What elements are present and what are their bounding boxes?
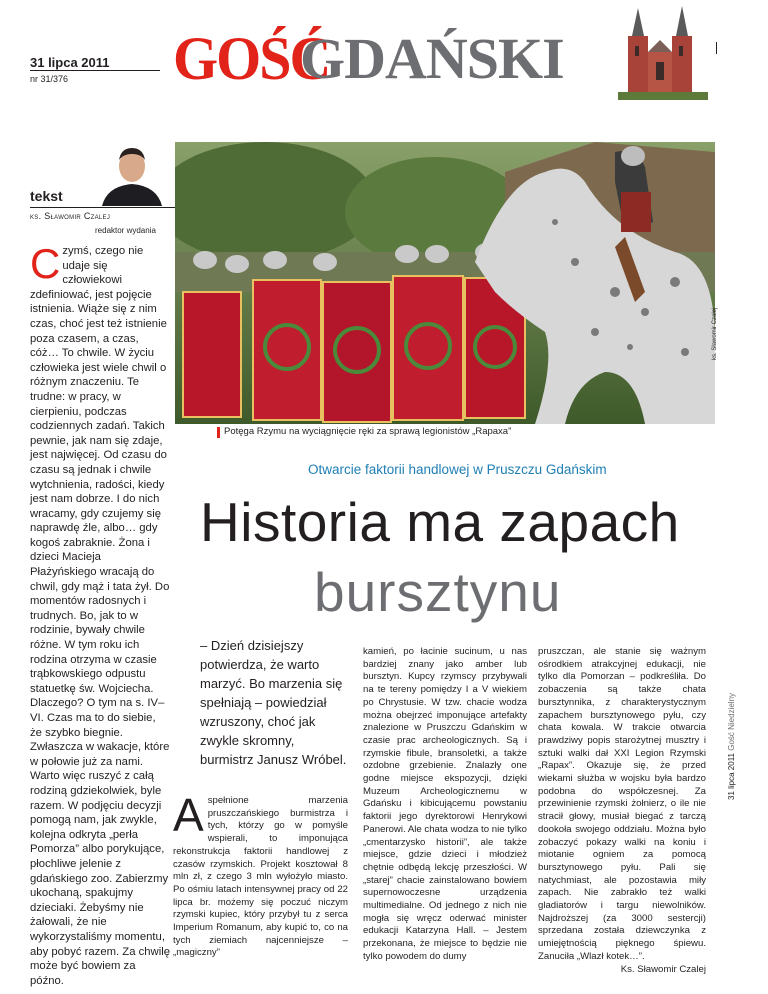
cathedral-image [618, 0, 708, 100]
logo-gdanski: GDAŃSKI [300, 26, 564, 91]
article-column-2: kamień, po łacinie sucinum, u nas bardziej znany jako amber lub bursztyn. Kupcy rzymscy przybywali na te tereny pomiędzy I a V wiekiem po Chrystusie. W tzw. chacie wodza można obejrzeć imponujące artefakty znalezione w Pruszczu Gdańskim w czasie prac archeologicznych. Są i rzymskie fibule, bransoletki, a także ozdobne grzebienie. Znalazły one godne miejsce ekspozycji, dzięki Muzeum Archeologicznemu w Gdańsku i kibicującemu powstaniu faktorii jego dyrektorowi Henrykowi Panerowi. Ale chata wodza to nie tylko „cmentarzysko historii”, ale także miejsce, gdzie dzieci i młodzież chętnie odbędą lekcję przeszłości. W „starej” chacie zainstalowano bowiem supernowoczesne urządzenia multimedialne. Od jednego z nich nie mogła się wręcz oderwać minister edukacji Katarzyna Hall. – Jestem przekonana, że miejsce to będzie nie tylko powodem do dumy [363, 646, 527, 962]
photo-caption: Potęga Rzymu na wyciągnięcie ręki za sprawą legionistów „Rapaxa” [224, 426, 512, 437]
issue-date: 31 lipca 2011 [30, 55, 110, 70]
issue-number: nr 31/376 [30, 74, 69, 84]
headline-line-1: Historia ma zapach [200, 491, 680, 553]
caption-marker [217, 427, 220, 438]
article-signature: Ks. Sławomir Czalej [620, 963, 706, 975]
column-3-text: pruszczan, ale stanie się ważnym ośrodkiem atrakcyjnej edukacji, nie tylko dla Pomorzan – podkreśliła. Do zobaczenia są także chata bursztynnika, z charakterystycznym zapachem bursztynowego pyłu, czy chata kowala. W trakcie otwarcia prawdziwy popis starożytnej musztry i sztuki walki dał XXI Legion Rzymski „Rapax”. Okazuje się, że przed wiekami służba w wojsku była bardzo podobna do współczesnej. Za przewinienie rzymski żołnierz, o ile nie stracił głowy, musiał biegać z tarczą dookoła swojego oddziału. Można było zobaczyć pokazy walki na koniu i miotanie ogniem za pomocą bursztynowego pyłu. Pali się natychmiast, ale pozostawia miły zapach. Nie zabrakło też walki gladiatorów i targu niewolników. Najdroższej (za 3000 sestercji) sprzedana została dziewczynka z umiejętnością pięknego śpiewu. Zanuciła „Wlazł kotek…”. [538, 646, 706, 962]
author-portrait [97, 136, 167, 206]
editorial-text: zymś, czego nie udaje się człowiekowi zdefiniować, jest pojęcie istnienia. Wiąże się z nim czas, choć jest też istnienie poza czasem, a czas, cóż… To chwile. W życiu człowieka jest wiele chwil o różnym znaczeniu. Te trudne: w pracy, w cierpieniu, podczas codziennych zadań. Takich pewnie, jak nam się zdaje, jest najwięcej. Od czasu do czasu są jednak i chwile wytchnienia, radości, kiedy jest nam dobrze. I do nich wracamy, gdy czujemy się naprawdę źle, albo… gdy kogoś zabraknie. Żona i dzieci Macieja Płażyńskiego wracają do chwil, gdy mąż i tata żył. Do momentów radosnych i trudnych. Bo, jak to w rodzinie, bywały chwile różne. W tym roku ich rodzina otrzyma w czasie trąbkowskiego odpustu statuetkę św. Wojciecha. Dlaczego? O tym na s. IV–VI. Czas ma to do siebie, że szybko biegnie. Zwłaszcza w wakacje, które w połowie już za nami. Warto więc ruszyć z całą rodziną gdziekolwiek, byle razem. W podjęciu decyzji pomogą nam, jak zwykle, kolejna odkryta „perła Pomorza” albo porykujące, płochliwe jelenie z gdańskiego zoo. Zabierzmy ukochaną, spakujmy dzieciaki. Żebyśmy nie żałowali, że nie wykorzystaliśmy momentu, aby pobyć razem. Za chwilę może być bowiem za późno. [30, 245, 171, 987]
pull-quote: – Dzień dzisiejszy potwierdza, że warto marzyć. Bo marzenia się spełniają – powiedział wzruszony, choć jak zwykle skromny, burmistrz Janusz Wróbel. [200, 638, 347, 767]
header-rule [30, 70, 160, 71]
article-lead [173, 789, 348, 960]
editorial-drop-cap: C [30, 240, 61, 287]
article-kicker: Otwarcie faktorii handlowej w Pruszczu Gdańskim [308, 462, 607, 477]
lead-drop-cap: A [173, 789, 204, 841]
article-column-3 [538, 646, 706, 976]
editorial-column [30, 240, 171, 988]
author-role: redaktor wydania [95, 226, 156, 235]
page-folio [727, 693, 736, 800]
corner-rule [716, 42, 717, 54]
folio-magazine: Gość Niedzielny [727, 692, 736, 751]
byline-label: tekst [30, 188, 63, 204]
byline-rule [30, 207, 178, 208]
legionaries-photo [175, 142, 715, 424]
folio-date: 31 lipca 2011 [727, 753, 736, 800]
author-name: ks. Sławomir Czalej [30, 211, 111, 221]
photo-credit: ks. Sławomir Czalej [712, 307, 718, 360]
logo-gosc: GOŚĆ [173, 24, 330, 93]
lead-text: spełnione marzenia pruszczańskiego burmistrza i tych, którzy go w pomyśle wspierali, to imponująca rekonstrukcja faktorii handlowej z czasów rzymskich. Projekt kosztował 8 mln zł, z czego 3 mln wyłożyło miasto. Po ośmiu latach intensywnej pracy od 22 lipca br. możemy się poczuć niczym rzymski kupiec, który przybył tu z serca Imperium Romanum, aby kupić to, co na tych ziemiach najcenniejsze – „magiczny” [173, 795, 348, 959]
headline-line-2: bursztynu [314, 561, 562, 623]
